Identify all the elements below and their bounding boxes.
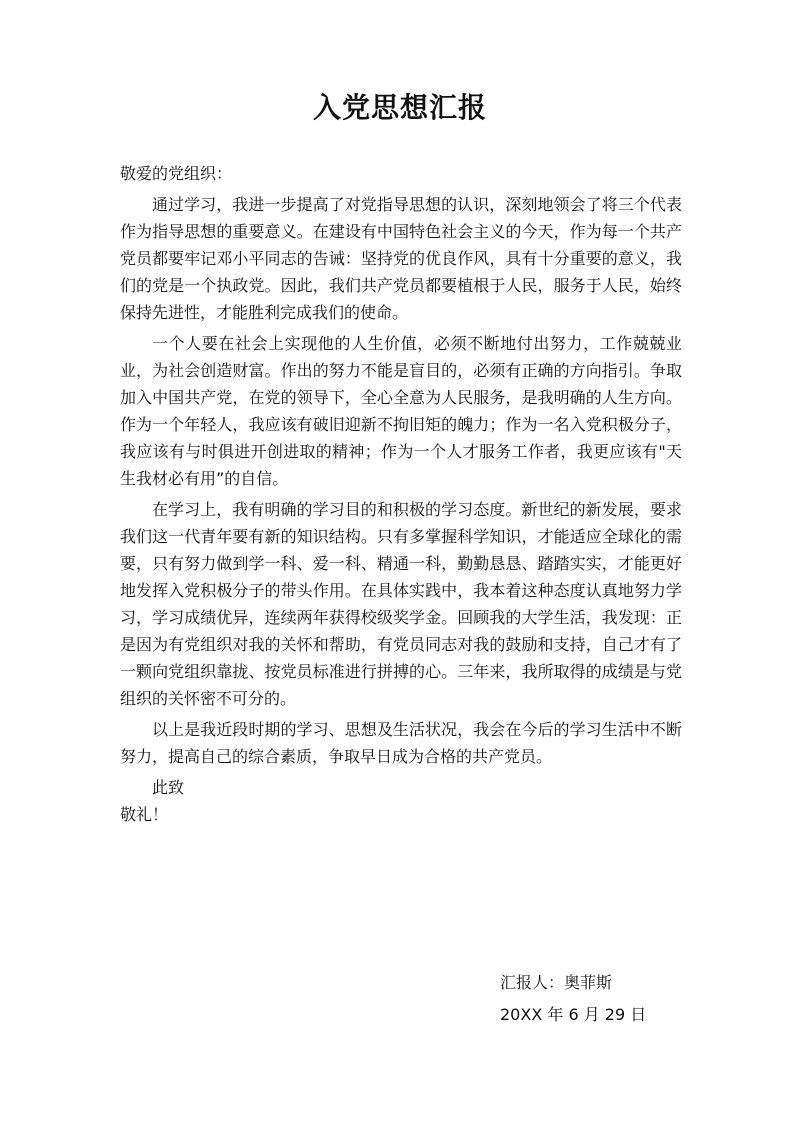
- paragraph-3: 在学习上，我有明确的学习目的和积极的学习态度。新世纪的新发展，要求我们这一代青年要有新的知识结构。只有多掌握科学知识，才能适应全球化的需要，只有努力做到学一科、爱一科、精通一科，勤勤恳恳、踏踏实实，才能更好地发挥入党积极分子的带头作用。在具体实践中，我本着这种态度认真地努力学习，学习成绩优异，连续两年获得校级奖学金。回顾我的大学生活，我发现：正是因为有党组织对我的关怀和帮助，有党员同志对我的鼓励和支持，自己才有了一颗向党组织靠拢、按党员标准进行拼搏的心。三年来，我所取得的成绩是与党组织的关怀密不可分的。: [120, 500, 682, 708]
- signature: 汇报人：奥菲斯: [500, 973, 613, 992]
- document-title: 入党思想汇报: [312, 91, 487, 124]
- signature-block: [500, 968, 646, 1030]
- closing-text: 此致: [152, 778, 185, 797]
- report-date: 20XX 年 6 月 29 日: [500, 1005, 647, 1024]
- paragraph-2: 一个人要在社会上实现他的人生价值，必须不断地付出努力，工作兢兢业业，为社会创造财富。作出的努力不能是盲目的，必须有正确的方向指引。争取加入中国共产党，在党的领导下，全心全意为人民服务，是我明确的人生方向。作为一个年轻人，我应该有破旧迎新不拘旧矩的魄力；作为一名入党积极分子，我应该有与时俱进开创进取的精神；作为一个人才服务工作者，我更应该有"天生我材必有用”的自信。: [120, 334, 682, 488]
- paragraph-4: 以上是我近段时期的学习、思想及生活状况，我会在今后的学习生活中不断努力，提高自己的综合素质，争取早日成为合格的共产党员。: [120, 720, 682, 766]
- document-body: [120, 160, 682, 828]
- paragraph-1: 通过学习，我进一步提高了对党指导思想的认识，深刻地领会了将三个代表作为指导思想的重要意义。在建设有中国特色社会主义的今天，作为每一个共产党员都要牢记邓小平同志的告诫：坚持党的优良作风，具有十分重要的意义，我们的党是一个执政党。因此，我们共产党员都要植根于人民，服务于人民，始终保持先进性，才能胜利完成我们的使命。: [120, 195, 682, 322]
- regards-text: 敬礼！: [120, 805, 169, 824]
- salutation: 敬爱的党组织：: [120, 164, 233, 183]
